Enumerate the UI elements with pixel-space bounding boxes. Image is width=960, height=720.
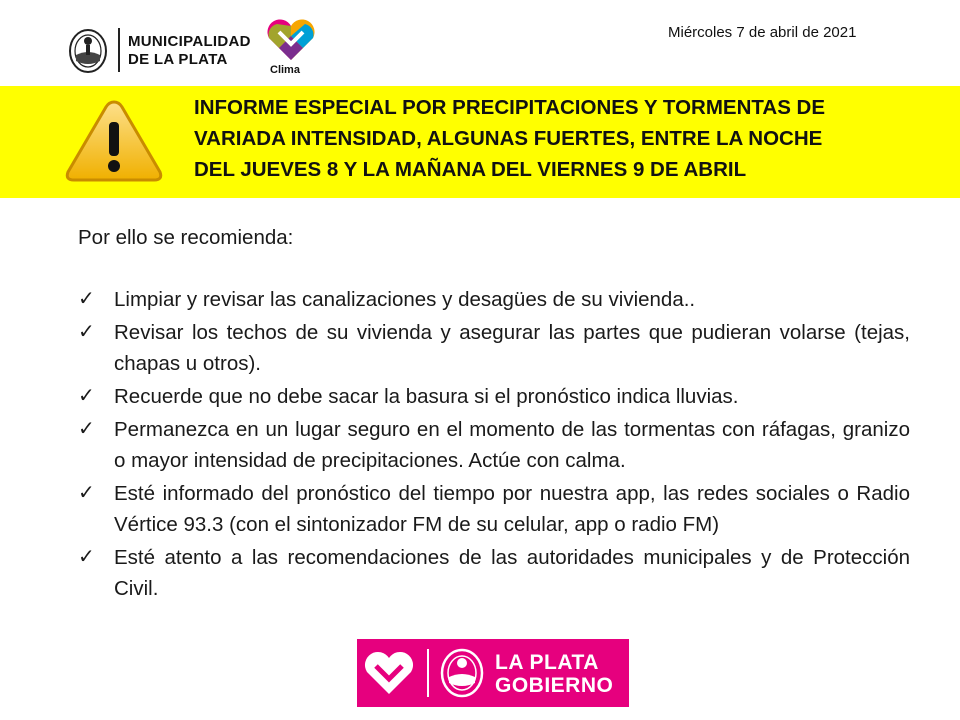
- list-item: [78, 542, 910, 604]
- alert-title: [194, 92, 914, 185]
- list-item: [78, 317, 910, 379]
- alert-title-line1: INFORME ESPECIAL POR PRECIPITACIONES Y TORMENTAS DE: [194, 96, 826, 119]
- intro-text: Por ello se recomienda:: [78, 226, 294, 249]
- list-item: [78, 284, 910, 315]
- alert-title-line3: DEL JUEVES 8 Y LA MAÑANA DEL VIERNES 9 DE ABRIL: [194, 158, 747, 181]
- footer-logo-text: [495, 651, 613, 697]
- check-icon: ✓: [78, 321, 95, 343]
- check-icon: ✓: [78, 385, 95, 407]
- list-item: [78, 414, 910, 476]
- heart-logo-icon: [364, 650, 414, 696]
- list-item-text: Revisar los techos de su vivienda y asegurar las partes que pudieran volarse (tejas, chapas u otros).: [114, 321, 910, 375]
- recommendations-list: [78, 284, 910, 606]
- alert-title-line2: VARIADA INTENSIDAD, ALGUNAS FUERTES, ENTRE LA NOCHE: [194, 127, 823, 150]
- check-icon: ✓: [78, 482, 95, 504]
- list-item: [78, 478, 910, 540]
- check-icon: ✓: [78, 288, 95, 310]
- list-item-text: Esté atento a las recomendaciones de las autoridades municipales y de Protección Civil.: [114, 546, 910, 600]
- check-icon: ✓: [78, 546, 95, 568]
- list-item-text: Limpiar y revisar las canalizaciones y desagües de su vivienda..: [114, 288, 696, 311]
- list-item-text: Recuerde que no debe sacar la basura si el pronóstico indica lluvias.: [114, 385, 739, 408]
- date-label: Miércoles 7 de abril de 2021: [668, 24, 857, 41]
- clima-heart-logo-icon: [265, 18, 317, 62]
- municipal-seal-icon: [68, 27, 108, 75]
- la-plata-gobierno-logo: [357, 639, 629, 707]
- check-icon: ✓: [78, 418, 95, 440]
- municipality-line2: DE LA PLATA: [128, 51, 228, 68]
- clima-label: Clima: [270, 64, 300, 76]
- header-divider: [118, 28, 120, 72]
- seal-icon: [439, 647, 485, 699]
- municipality-line1: MUNICIPALIDAD: [128, 33, 251, 50]
- municipality-name: [128, 33, 251, 69]
- header: [0, 0, 960, 86]
- footer-divider: [427, 649, 429, 697]
- list-item-text: Permanezca en un lugar seguro en el momento de las tormentas con ráfagas, granizo o mayor intensidad de precipitaciones. Actúe con calma.: [114, 418, 910, 472]
- warning-icon: [64, 98, 164, 184]
- list-item-text: Esté informado del pronóstico del tiempo por nuestra app, las redes sociales o Radio Vértice 93.3 (con el sintonizador FM de su celular, app o radio FM): [114, 482, 910, 536]
- footer-logo-line2: GOBIERNO: [495, 674, 614, 697]
- list-item: [78, 381, 910, 412]
- footer-logo-line1: LA PLATA: [495, 651, 599, 674]
